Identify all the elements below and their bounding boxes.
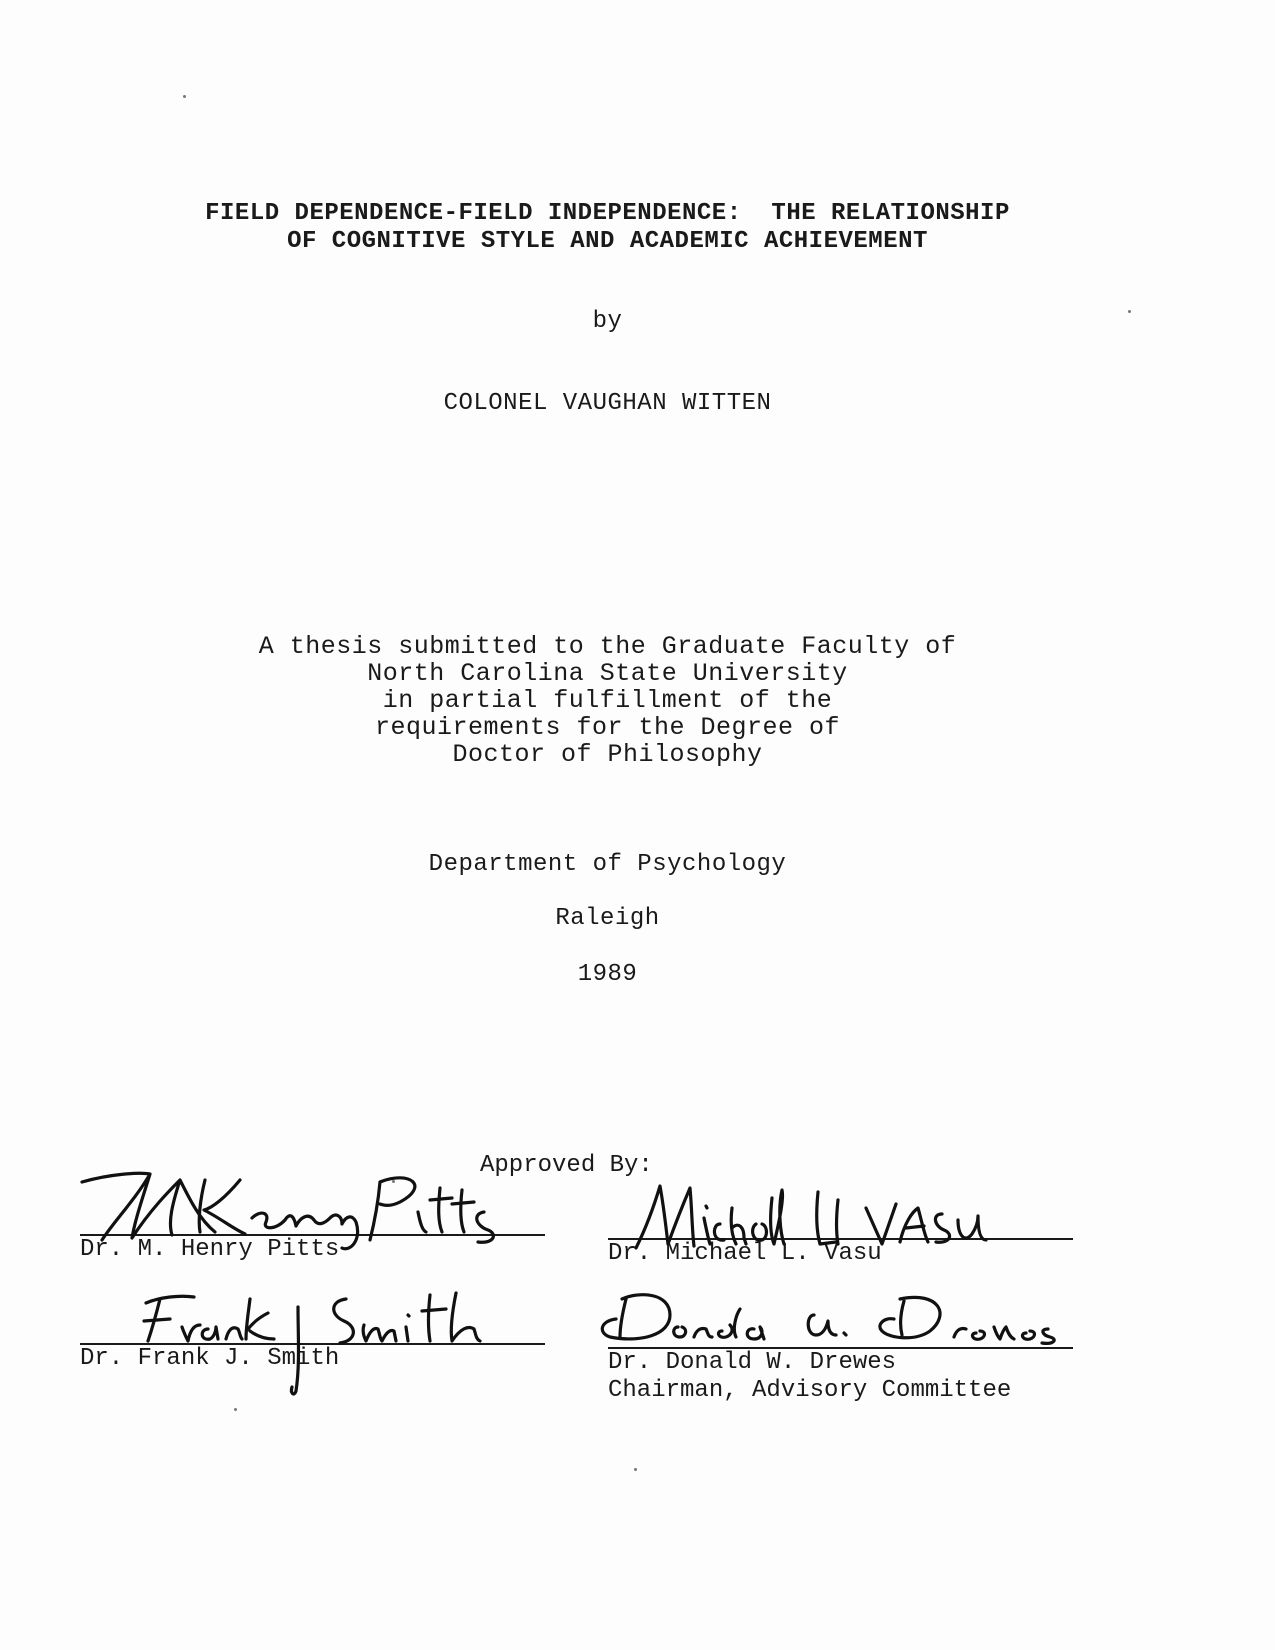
thesis-statement-line-5: Doctor of Philosophy xyxy=(452,740,763,769)
department: Department of Psychology xyxy=(428,851,787,878)
handwritten-signature-pitts xyxy=(80,1160,500,1250)
thesis-statement-line-4: requirements for the Degree of xyxy=(374,713,841,742)
handwritten-signature-smith xyxy=(130,1285,480,1395)
signatory-name-vasu: Dr. Michael L. Vasu xyxy=(608,1240,882,1267)
signatory-name-pitts: Dr. M. Henry Pitts xyxy=(80,1236,340,1263)
handwritten-signature-drewes xyxy=(600,1285,1070,1355)
approved-by-label: Approved By: xyxy=(480,1152,653,1179)
scan-speck xyxy=(234,1408,237,1411)
thesis-statement-line-2: North Carolina State University xyxy=(367,659,848,688)
scan-speck xyxy=(392,1180,395,1183)
scan-speck xyxy=(1128,310,1131,313)
by-label: by xyxy=(592,308,623,335)
year: 1989 xyxy=(577,961,638,988)
signatory-name-smith: Dr. Frank J. Smith xyxy=(80,1345,340,1372)
thesis-statement-line-1: A thesis submitted to the Graduate Faculty of xyxy=(258,632,957,661)
title-line-1: FIELD DEPENDENCE-FIELD INDEPENDENCE: THE RELATIONSHIP xyxy=(205,200,1010,227)
thesis-statement-line-3: in partial fulfillment of the xyxy=(382,686,833,715)
signatory-role-drewes: Chairman, Advisory Committee xyxy=(608,1377,1012,1404)
signatory-name-drewes: Dr. Donald W. Drewes xyxy=(608,1349,897,1376)
scan-speck xyxy=(634,1468,637,1471)
author-name: COLONEL VAUGHAN WITTEN xyxy=(443,390,772,417)
city: Raleigh xyxy=(555,905,660,932)
handwritten-signature-vasu xyxy=(632,1178,992,1258)
title-line-2: OF COGNITIVE STYLE AND ACADEMIC ACHIEVEMENT xyxy=(287,228,928,255)
scan-speck xyxy=(183,95,186,98)
